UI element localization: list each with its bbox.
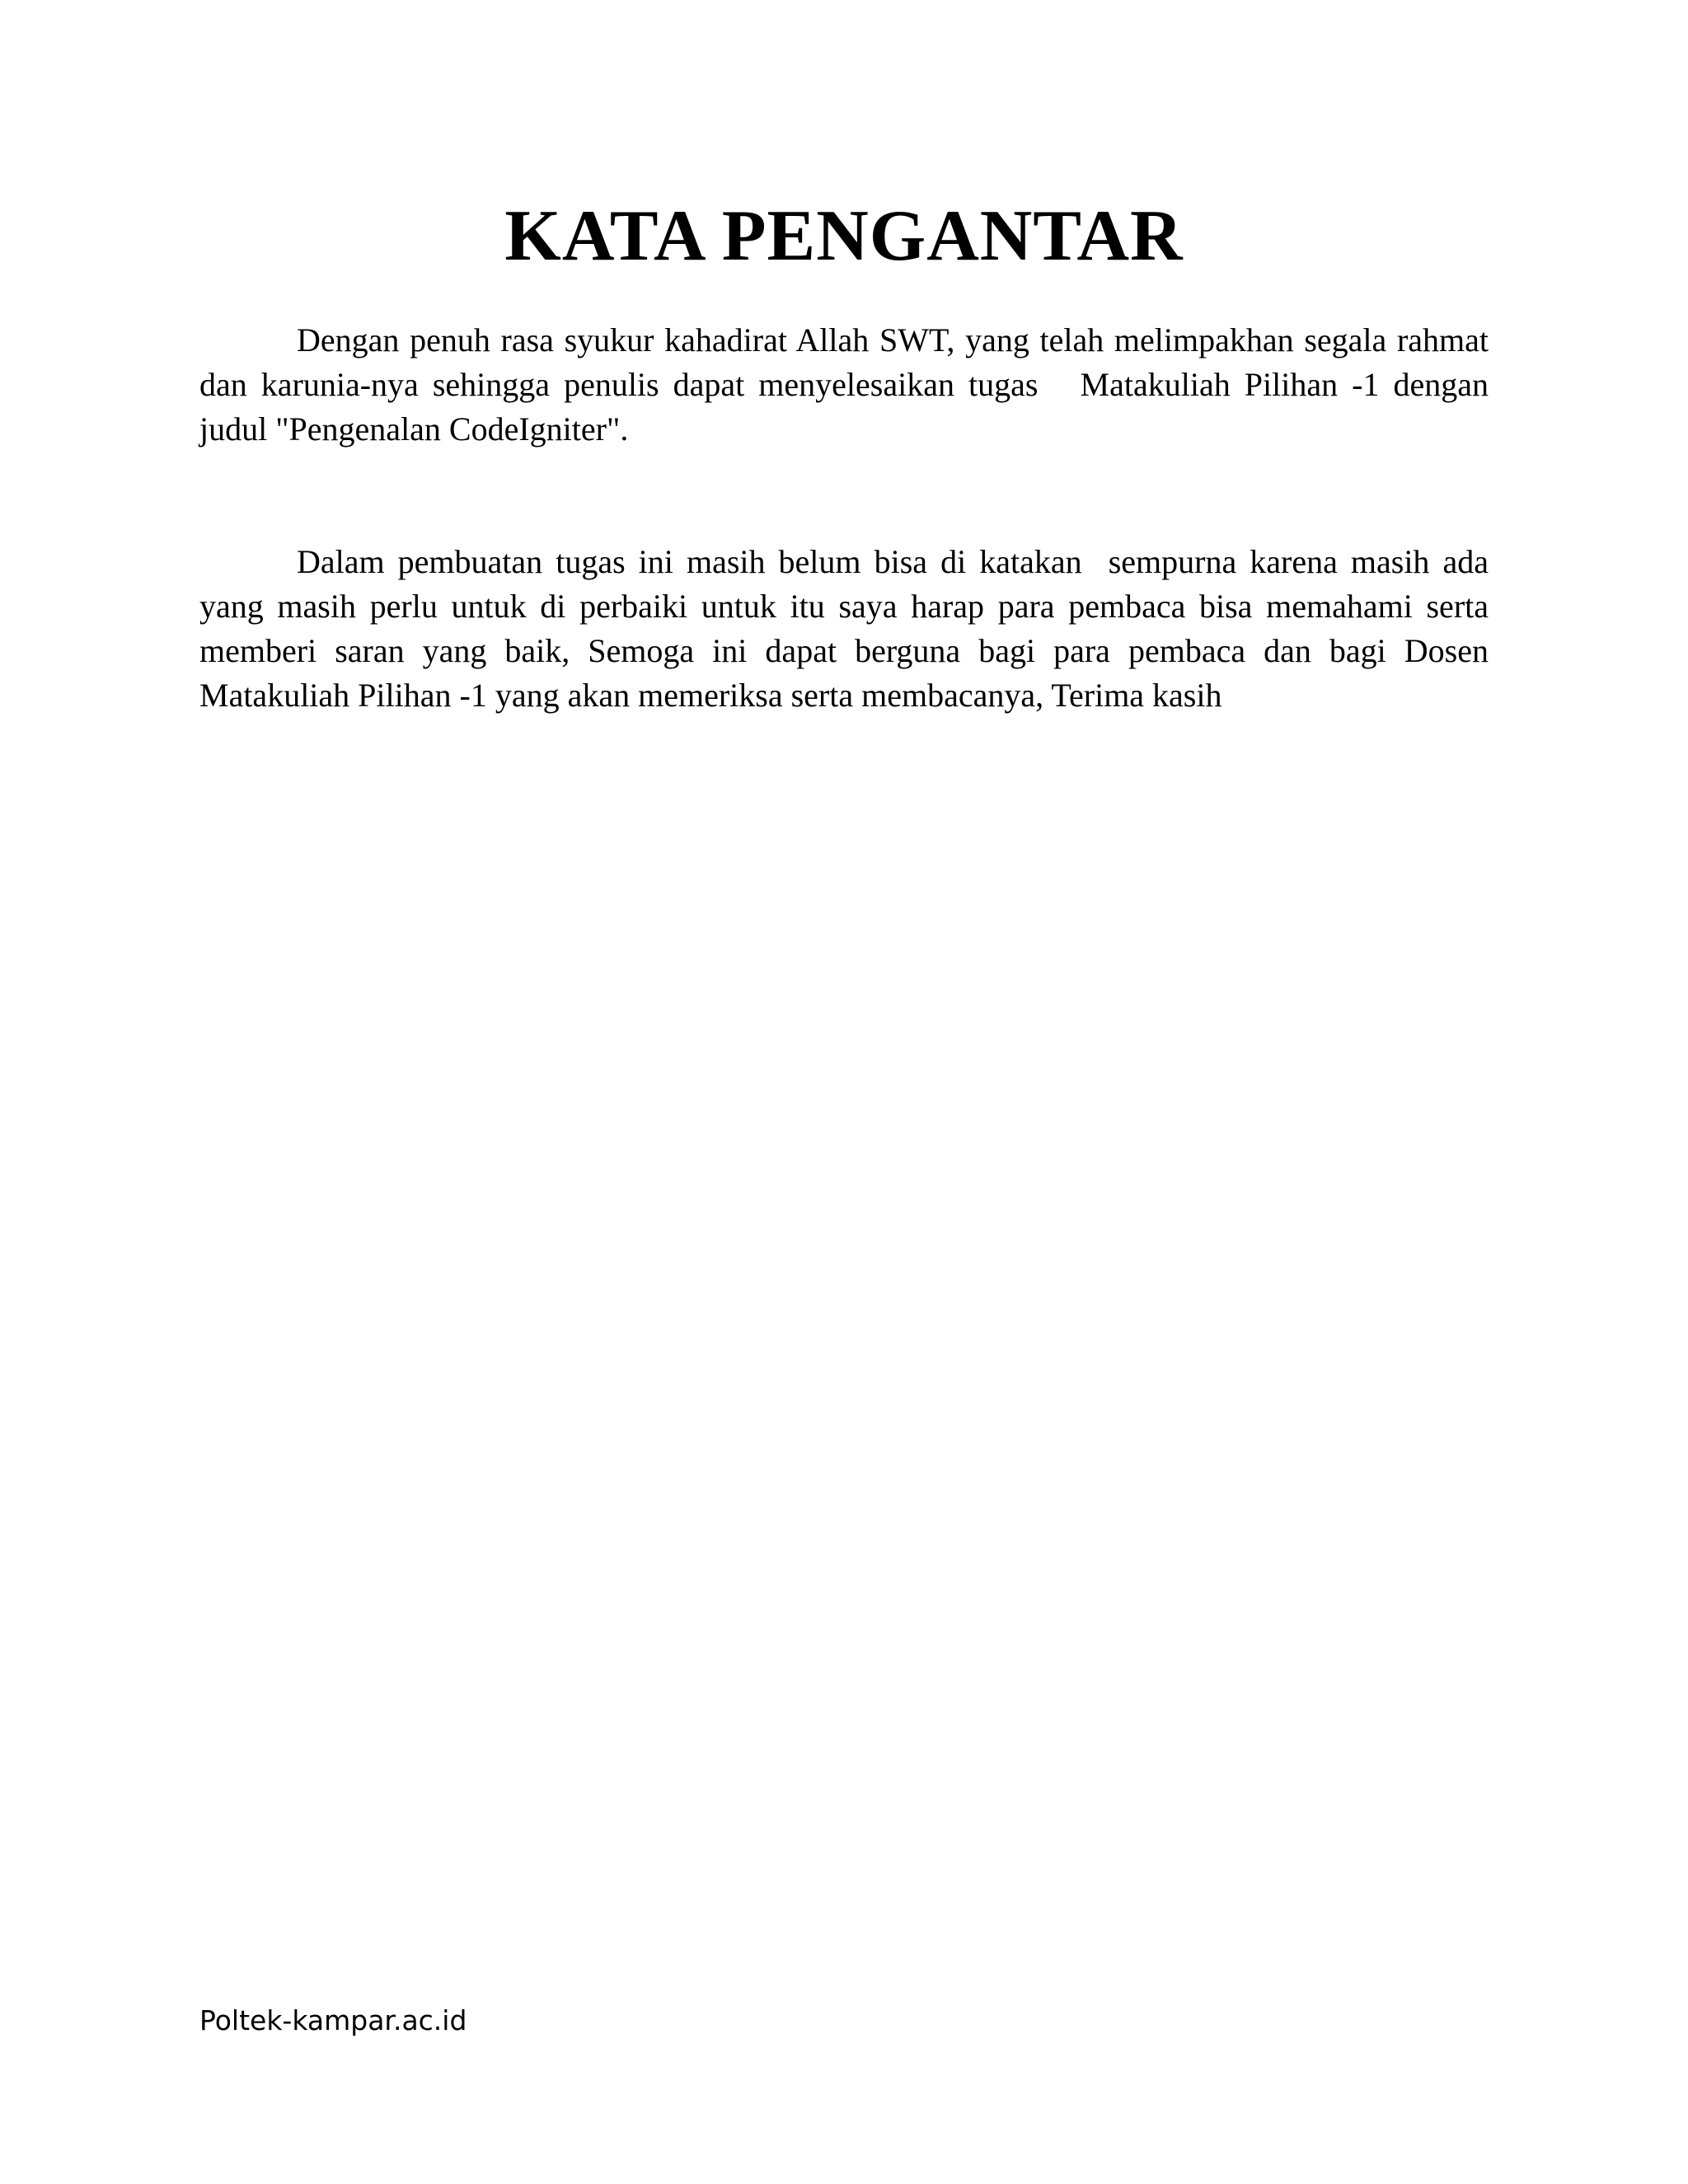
paragraph-2: Dalam pembuatan tugas ini masih belum bisa di katakan sempurna karena masih ada yang masih perlu untuk di perbaiki untuk itu saya harap para pembaca bisa memahami serta memberi saran yang baik, Semoga ini dapat berguna bagi para pembaca dan bagi Dosen Matakuliah Pilihan -1 yang akan memeriksa serta membacanya, Terima kasih [199, 543, 1497, 714]
page-title: KATA PENGANTAR [504, 196, 1184, 276]
paragraph-1: Dengan penuh rasa syukur kahadirat Allah SWT, yang telah melimpakhan segala rahmat dan karunia-nya sehingga penulis dapat menyelesaikan tugas Matakuliah Pilihan -1 dengan judul "Pengenalan CodeIgniter". [199, 321, 1497, 448]
page-footer: Poltek-kampar.ac.id [199, 2004, 467, 2036]
